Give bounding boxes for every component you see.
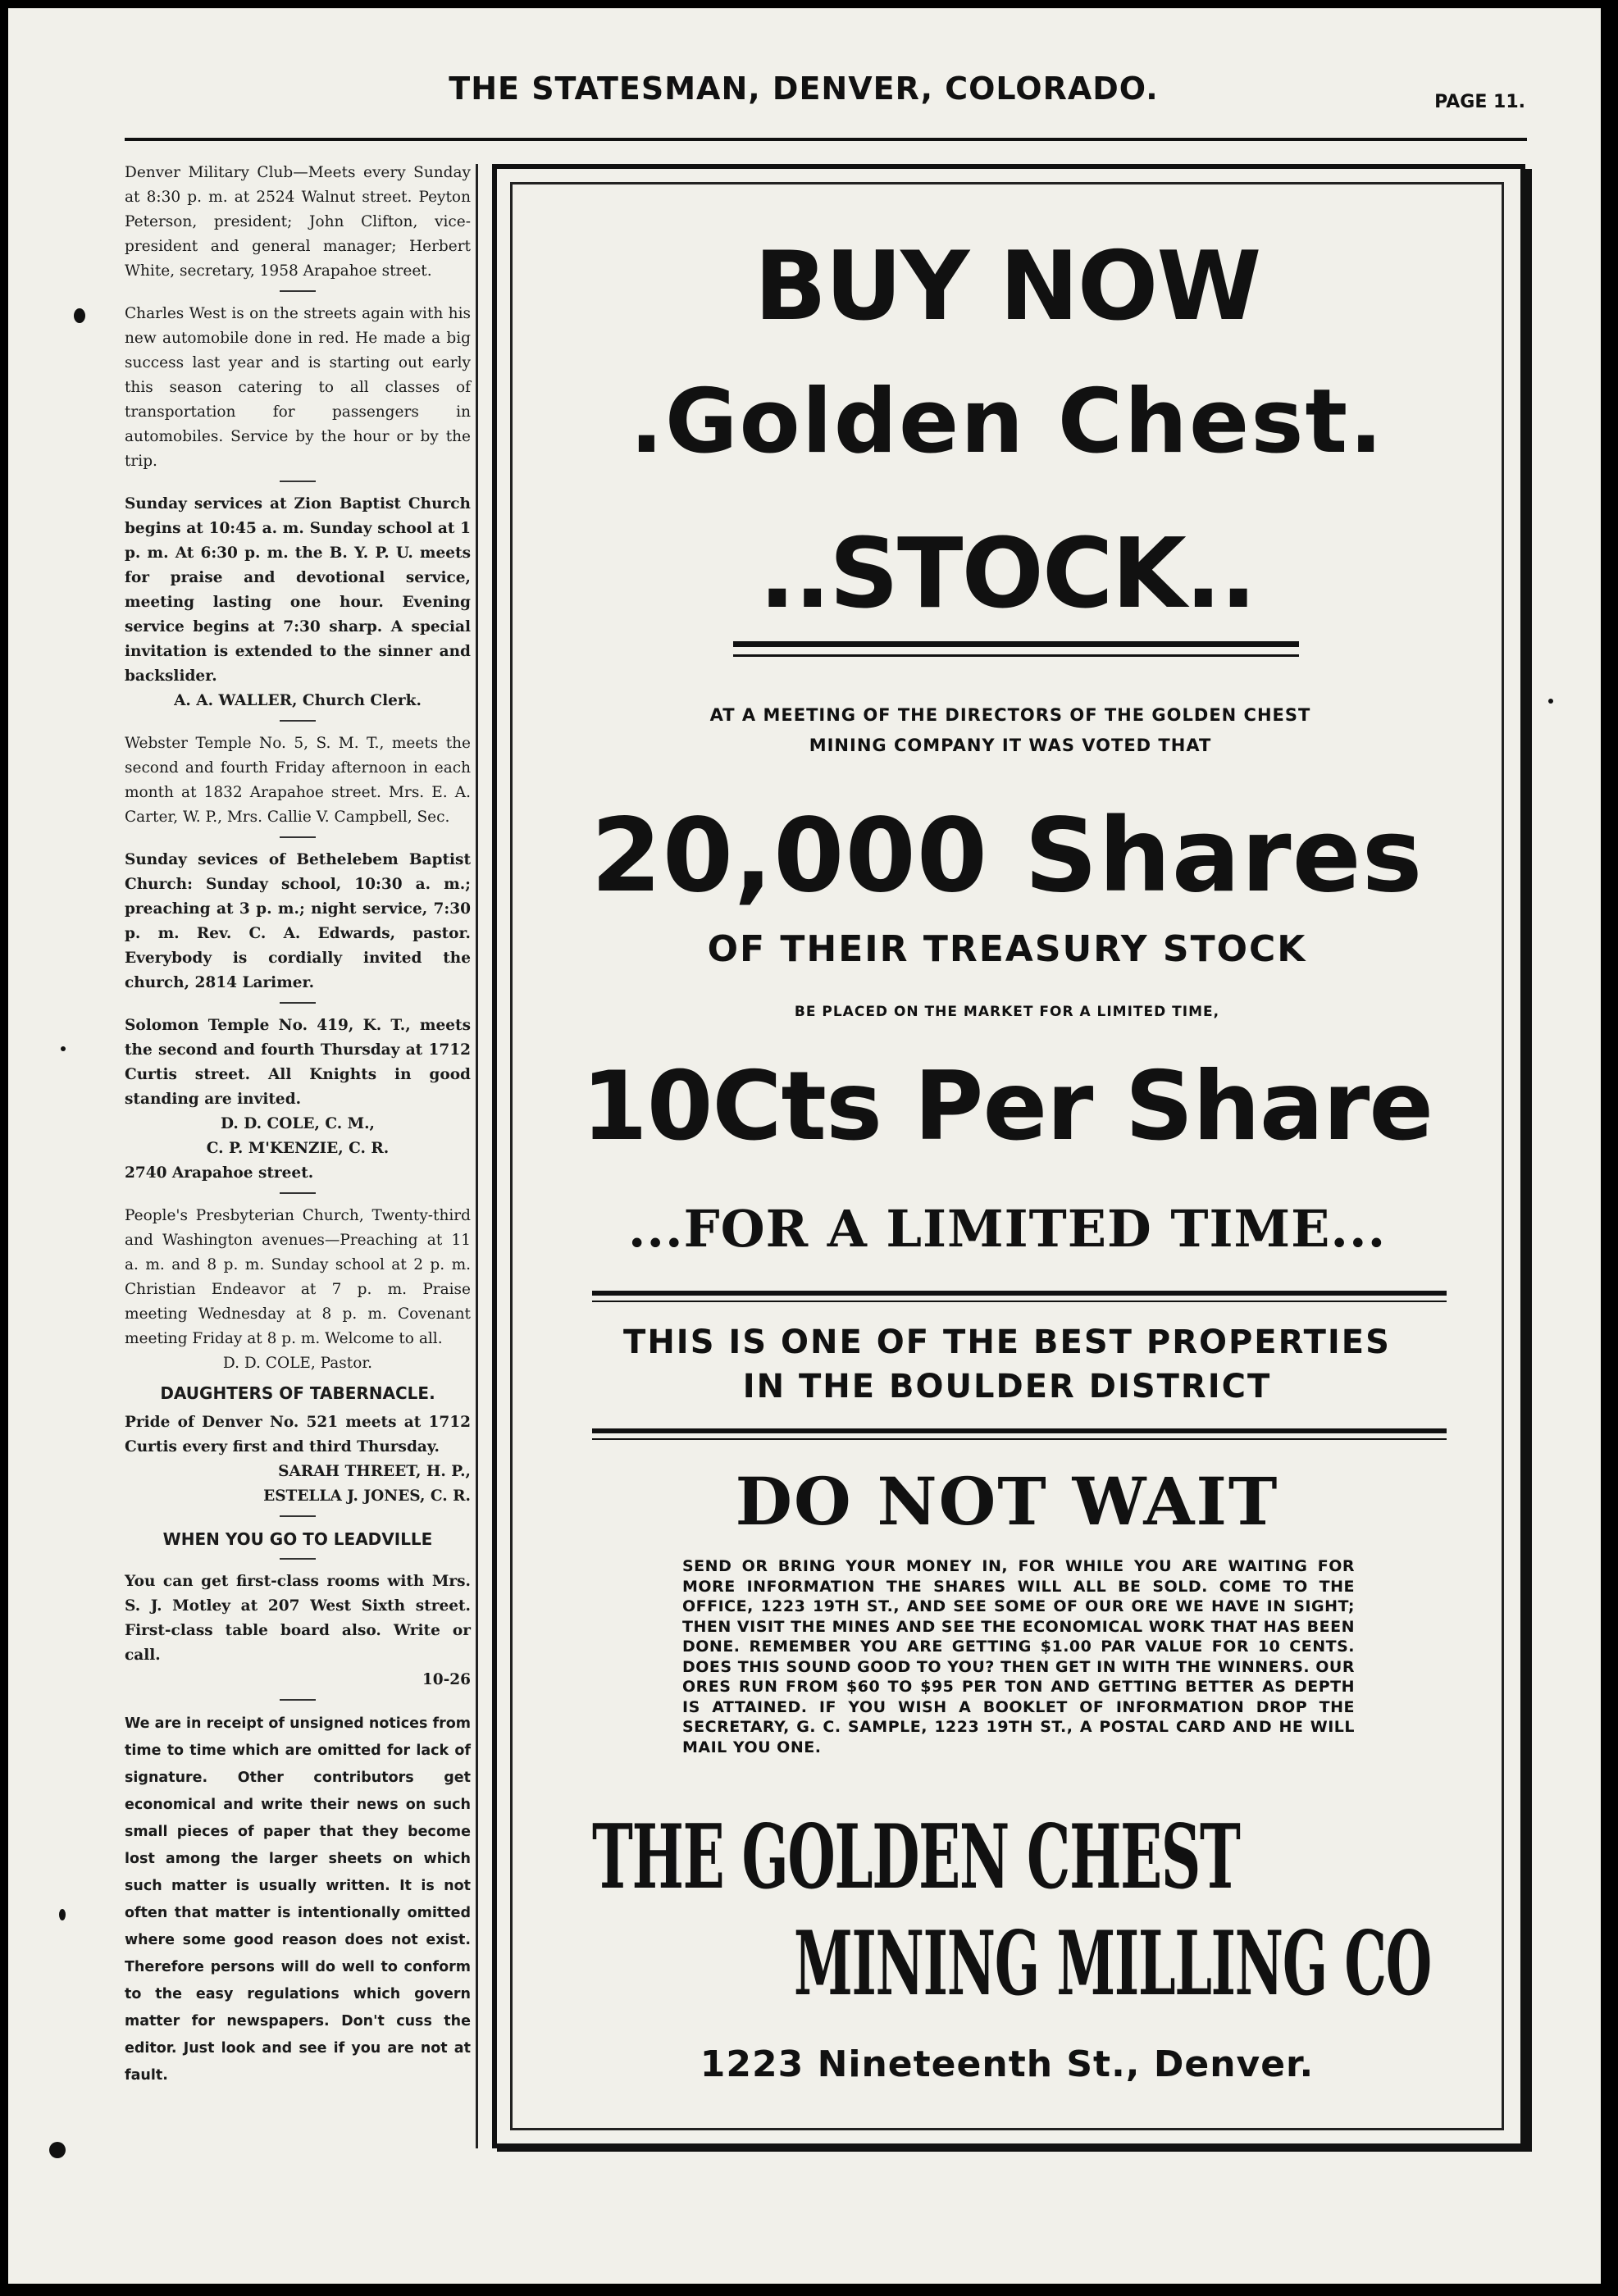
ad-buy-now: BUY NOW (754, 231, 1260, 342)
news-column (125, 161, 471, 2089)
ad-golden-chest: .Golden Chest. (629, 371, 1385, 473)
item-leadville: You can get first-class rooms with Mrs. S. J. Motley at 207 West Sixth street. First-class table board also. Write or call. (125, 1573, 471, 1664)
ad-rule (592, 1428, 1447, 1433)
signature: A. A. WALLER, Church Clerk. (174, 692, 422, 709)
separator (280, 290, 316, 292)
meeting-line-2: MINING COMPANY IT WAS VOTED THAT (809, 736, 1212, 755)
item-charles-west: Charles West is on the streets again with his new automobile done in red. He made a big success last year and is starting out early this season catering to all classes of transportation for passengers in automobiles. Service by the hour or by the trip. (125, 305, 471, 470)
separator (280, 836, 316, 838)
meeting-line-1: AT A MEETING OF THE DIRECTORS OF THE GOLDEN CHEST (709, 705, 1311, 725)
ad-company-line-1: THE GOLDEN CHEST (592, 1806, 1240, 1909)
ad-address: 1223 Nineteenth St., Denver. (700, 2043, 1315, 2085)
ink-speck (61, 1046, 66, 1051)
masthead-rule (125, 138, 1527, 141)
heading-daughters: DAUGHTERS OF TABERNACLE. (160, 1383, 435, 1403)
separator (280, 1558, 316, 1560)
signature: SARAH THREET, H. P., (278, 1463, 471, 1480)
ink-blot (74, 308, 85, 323)
item-webster-temple: Webster Temple No. 5, S. M. T., meets the second and fourth Friday afternoon in each month at 1832 Arapahoe street. Mrs. E. A. Carter, W. P., Mrs. Callie V. Campbell, Sec. (125, 735, 471, 826)
separator (280, 720, 316, 722)
ad-meeting-text (658, 700, 1363, 761)
item-military-club: Denver Military Club—Meets every Sunday at 8:30 p. m. at 2524 Walnut street. Peyton Peterson, president; John Clifton, vice-president and general manager; Herbert White, secretary, 1958 Arapahoe street. (125, 164, 471, 280)
separator (280, 1515, 316, 1517)
item-daughters: Pride of Denver No. 521 meets at 1712 Curtis every first and third Thursday. (125, 1414, 471, 1456)
ad-treasury: OF THEIR TREASURY STOCK (707, 928, 1307, 970)
ad-rule (592, 1291, 1447, 1296)
ink-blot (49, 2142, 66, 2158)
signature: D. D. COLE, C. M., (221, 1115, 375, 1132)
item-solomon-temple: Solomon Temple No. 419, K. T., meets the second and fourth Thursday at 1712 Curtis street. All Knights in good standing are invited. (125, 1017, 471, 1108)
page-number: PAGE 11. (1434, 92, 1525, 112)
ad-company-line-2: MINING MILLING CO (794, 1912, 1431, 2016)
separator (280, 1192, 316, 1194)
item-unsigned-notice: We are in receipt of unsigned notices from time to time which are omitted for lack of signature. Other contributors get economical and write their news on such small pieces of paper that they become lost among the larger sheets on which such matter is usually written. It is not often that matter is intentionally omitted where some good reason does not exist. Therefore persons will do well to conform to the easy regulations which govern matter for newspapers. Don't cuss the editor. Just look and see if you are not at fault. (125, 1715, 471, 2084)
best-line-2: IN THE BOULDER DISTRICT (742, 1368, 1272, 1405)
best-line-1: THIS IS ONE OF THE BEST PROPERTIES (623, 1323, 1391, 1361)
column-rule (476, 164, 478, 2148)
ad-shadow-right (1525, 169, 1532, 2150)
item-bethelebem: Sunday sevices of Bethelebem Baptist Church: Sunday school, 10:30 a. m.; preaching at 3 p. m.; night service, 7:30 p. m. Rev. C. A. Edwards, pastor. Everybody is cordially invited the church, 2814 Larimer. (125, 851, 471, 991)
separator (280, 1002, 316, 1004)
signature: D. D. COLE, Pastor. (222, 1355, 373, 1372)
ad-shares: 20,000 Shares (590, 797, 1424, 915)
separator (280, 1699, 316, 1701)
ad-rule-thin (592, 1301, 1447, 1302)
ad-do-not-wait: DO NOT WAIT (735, 1463, 1279, 1540)
ink-speck (1548, 699, 1553, 704)
heading-leadville: WHEN YOU GO TO LEADVILLE (162, 1529, 433, 1549)
item-presbyterian: People's Presbyterian Church, Twenty-third and Washington avenues—Preaching at 11 a. m. and 8 p. m. Sunday school at 2 p. m. Christian Endeavor at 7 p. m. Praise meeting Wednesday at 8 p. m. Covenant meeting Friday at 8 p. m. Welcome to all. (125, 1207, 471, 1347)
stock-underline (733, 641, 1299, 647)
item-code: 10-26 (422, 1671, 471, 1688)
newspaper-title: THE STATESMAN, DENVER, COLORADO. (449, 71, 1159, 107)
stock-underline-thin (733, 654, 1299, 657)
signature-address: 2740 Arapahoe street. (125, 1164, 314, 1182)
ad-price: 10Cts Per Share (581, 1051, 1433, 1162)
item-zion-baptist: Sunday services at Zion Baptist Church begins at 10:45 a. m. Sunday school at 1 p. m. At 6:30 p. m. the B. Y. P. U. meets for praise and devotional service, meeting lasting one hour. Evening service begins at 7:30 sharp. A special invitation is extended to the sinner and backslider. (125, 495, 471, 685)
masthead (82, 71, 1525, 120)
signature: ESTELLA J. JONES, C. R. (263, 1487, 471, 1505)
ad-body-text: SEND OR BRING YOUR MONEY IN, FOR WHILE YOU ARE WAITING FOR MORE INFORMATION THE SHARES WILL ALL BE SOLD. COME TO THE OFFICE, 1223 19TH ST., AND SEE SOME OF OUR ORE WE HAVE IN SIGHT; THEN VISIT THE MINES AND SEE THE ECONOMICAL WORK THAT HAS BEEN DONE. REMEMBER YOU ARE GETTING $1.00 PAR VALUE FOR 10 CENTS. DOES THIS SOUND GOOD TO YOU? THEN GET IN WITH THE WINNERS. OUR ORES RUN FROM $60 TO $95 PER TON AND GETTING BETTER AS DEPTH IS ATTAINED. IF YOU WISH A BOOKLET OF INFORMATION DROP THE SECRETARY, G. C. SAMPLE, 1223 19TH ST., A POSTAL CARD AND HE WILL MAIL YOU ONE. (682, 1557, 1355, 1756)
ad-best-properties (510, 1320, 1504, 1409)
separator (280, 481, 316, 482)
ad-shadow-bottom (497, 2145, 1532, 2152)
ink-speck (59, 1909, 66, 1920)
signature: C. P. M'KENZIE, C. R. (206, 1140, 390, 1157)
ad-placed: BE PLACED ON THE MARKET FOR A LIMITED TIME, (794, 1004, 1220, 1020)
ad-stock: ..STOCK.. (759, 517, 1256, 630)
ad-rule-thin (592, 1438, 1447, 1440)
ad-limited-time: ...FOR A LIMITED TIME... (627, 1199, 1387, 1259)
